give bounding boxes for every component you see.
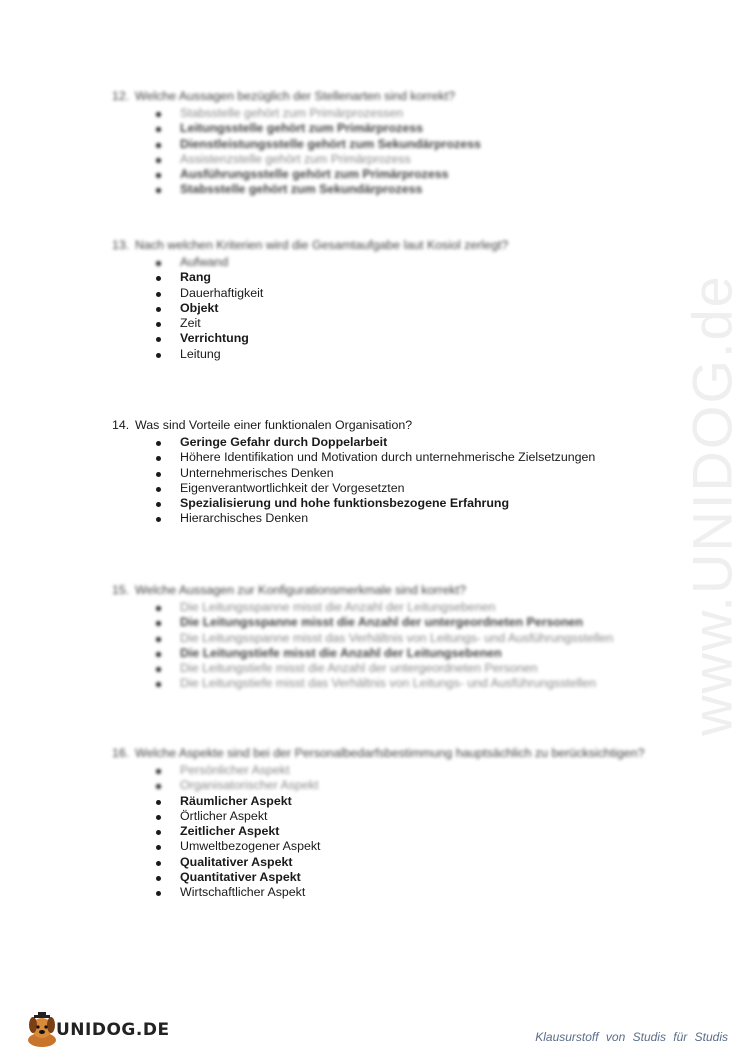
answer-item: Objekt <box>156 301 672 316</box>
answer-item: Unternehmerisches Denken <box>156 466 672 481</box>
answer-item: Persönlicher Aspekt <box>156 763 672 778</box>
answer-list <box>112 106 672 198</box>
question-14 <box>112 418 672 527</box>
answer-item: Die Leitungsspanne misst die Anzahl der Leitungsebenen <box>156 600 672 615</box>
answer-item: Assistenzstelle gehört zum Primärprozess <box>156 152 672 167</box>
answer-item: Umweltbezogener Aspekt <box>156 839 672 854</box>
answer-item: Rang <box>156 270 672 285</box>
answer-list <box>112 763 672 901</box>
answer-item: Die Leitungsspanne misst die Anzahl der untergeordneten Personen <box>156 615 672 630</box>
answer-item: Wirtschaftlicher Aspekt <box>156 885 672 900</box>
question-title <box>112 583 672 598</box>
answer-item: Räumlicher Aspekt <box>156 794 672 809</box>
watermark: www.UNIDOG.de <box>680 274 744 736</box>
question-number: 15. <box>112 583 130 597</box>
question-title <box>112 746 672 761</box>
question-text: Was sind Vorteile einer funktionalen Organisation? <box>135 418 413 432</box>
question-text: Welche Aussagen zur Konfigurationsmerkmale sind korrekt? <box>135 583 467 597</box>
answer-item: Leitungsstelle gehört zum Primärprozess <box>156 121 672 136</box>
footer-tagline: Klausurstoff von Studis für Studis <box>535 1030 728 1044</box>
answer-item: Leitung <box>156 347 672 362</box>
question-number: 14. <box>112 418 130 432</box>
answer-list <box>112 255 672 362</box>
question-12 <box>112 89 672 198</box>
answer-item: Die Leitungstiefe misst die Anzahl der untergeordneten Personen <box>156 661 672 676</box>
answer-item: Spezialisierung und hohe funktionsbezogene Erfahrung <box>156 496 672 511</box>
answer-item: Stabsstelle gehört zum Primärprozessen <box>156 106 672 121</box>
question-text: Welche Aspekte sind bei der Personalbedarfsbestimmung hauptsächlich zu berücksichtigen? <box>135 746 645 760</box>
answer-item: Die Leitungstiefe misst das Verhältnis von Leitungs- und Ausführungsstellen <box>156 676 672 691</box>
question-title <box>112 238 672 253</box>
answer-item: Eigenverantwortlichkeit der Vorgesetzten <box>156 481 672 496</box>
answer-item: Zeit <box>156 316 672 331</box>
answer-list <box>112 600 672 692</box>
question-number: 16. <box>112 746 130 760</box>
answer-item: Geringe Gefahr durch Doppelarbeit <box>156 435 672 450</box>
question-15 <box>112 583 672 692</box>
answer-item: Ausführungsstelle gehört zum Primärprozess <box>156 167 672 182</box>
answer-item: Die Leitungsspanne misst das Verhältnis von Leitungs- und Ausführungsstellen <box>156 631 672 646</box>
answer-item: Qualitativer Aspekt <box>156 855 672 870</box>
answer-item: Organisatorischer Aspekt <box>156 778 672 793</box>
answer-item: Verrichtung <box>156 331 672 346</box>
answer-item: Zeitlicher Aspekt <box>156 824 672 839</box>
question-number: 13. <box>112 238 130 252</box>
question-text: Welche Aussagen bezüglich der Stellenarten sind korrekt? <box>135 89 456 103</box>
answer-item: Hierarchisches Denken <box>156 511 672 526</box>
question-text: Nach welchen Kriterien wird die Gesamtaufgabe laut Kosiol zerlegt? <box>135 238 509 252</box>
answer-item: Dienstleistungsstelle gehört zum Sekundärprozess <box>156 137 672 152</box>
unidog-logo[interactable] <box>22 1010 170 1050</box>
logo-text: UNIDOG.DE <box>56 1020 170 1040</box>
answer-item: Stabsstelle gehört zum Sekundärprozess <box>156 182 672 197</box>
answer-item: Dauerhaftigkeit <box>156 286 672 301</box>
question-number: 12. <box>112 89 130 103</box>
answer-item: Quantitativer Aspekt <box>156 870 672 885</box>
answer-item: Die Leitungstiefe misst die Anzahl der Leitungsebenen <box>156 646 672 661</box>
question-16 <box>112 746 672 901</box>
question-title <box>112 89 672 104</box>
answer-item: Höhere Identifikation und Motivation durch unternehmerische Zielsetzungen <box>156 450 672 465</box>
question-title <box>112 418 672 433</box>
answer-item: Aufwand <box>156 255 672 270</box>
answer-list <box>112 435 672 527</box>
answer-item: Örtlicher Aspekt <box>156 809 672 824</box>
question-13 <box>112 238 672 362</box>
